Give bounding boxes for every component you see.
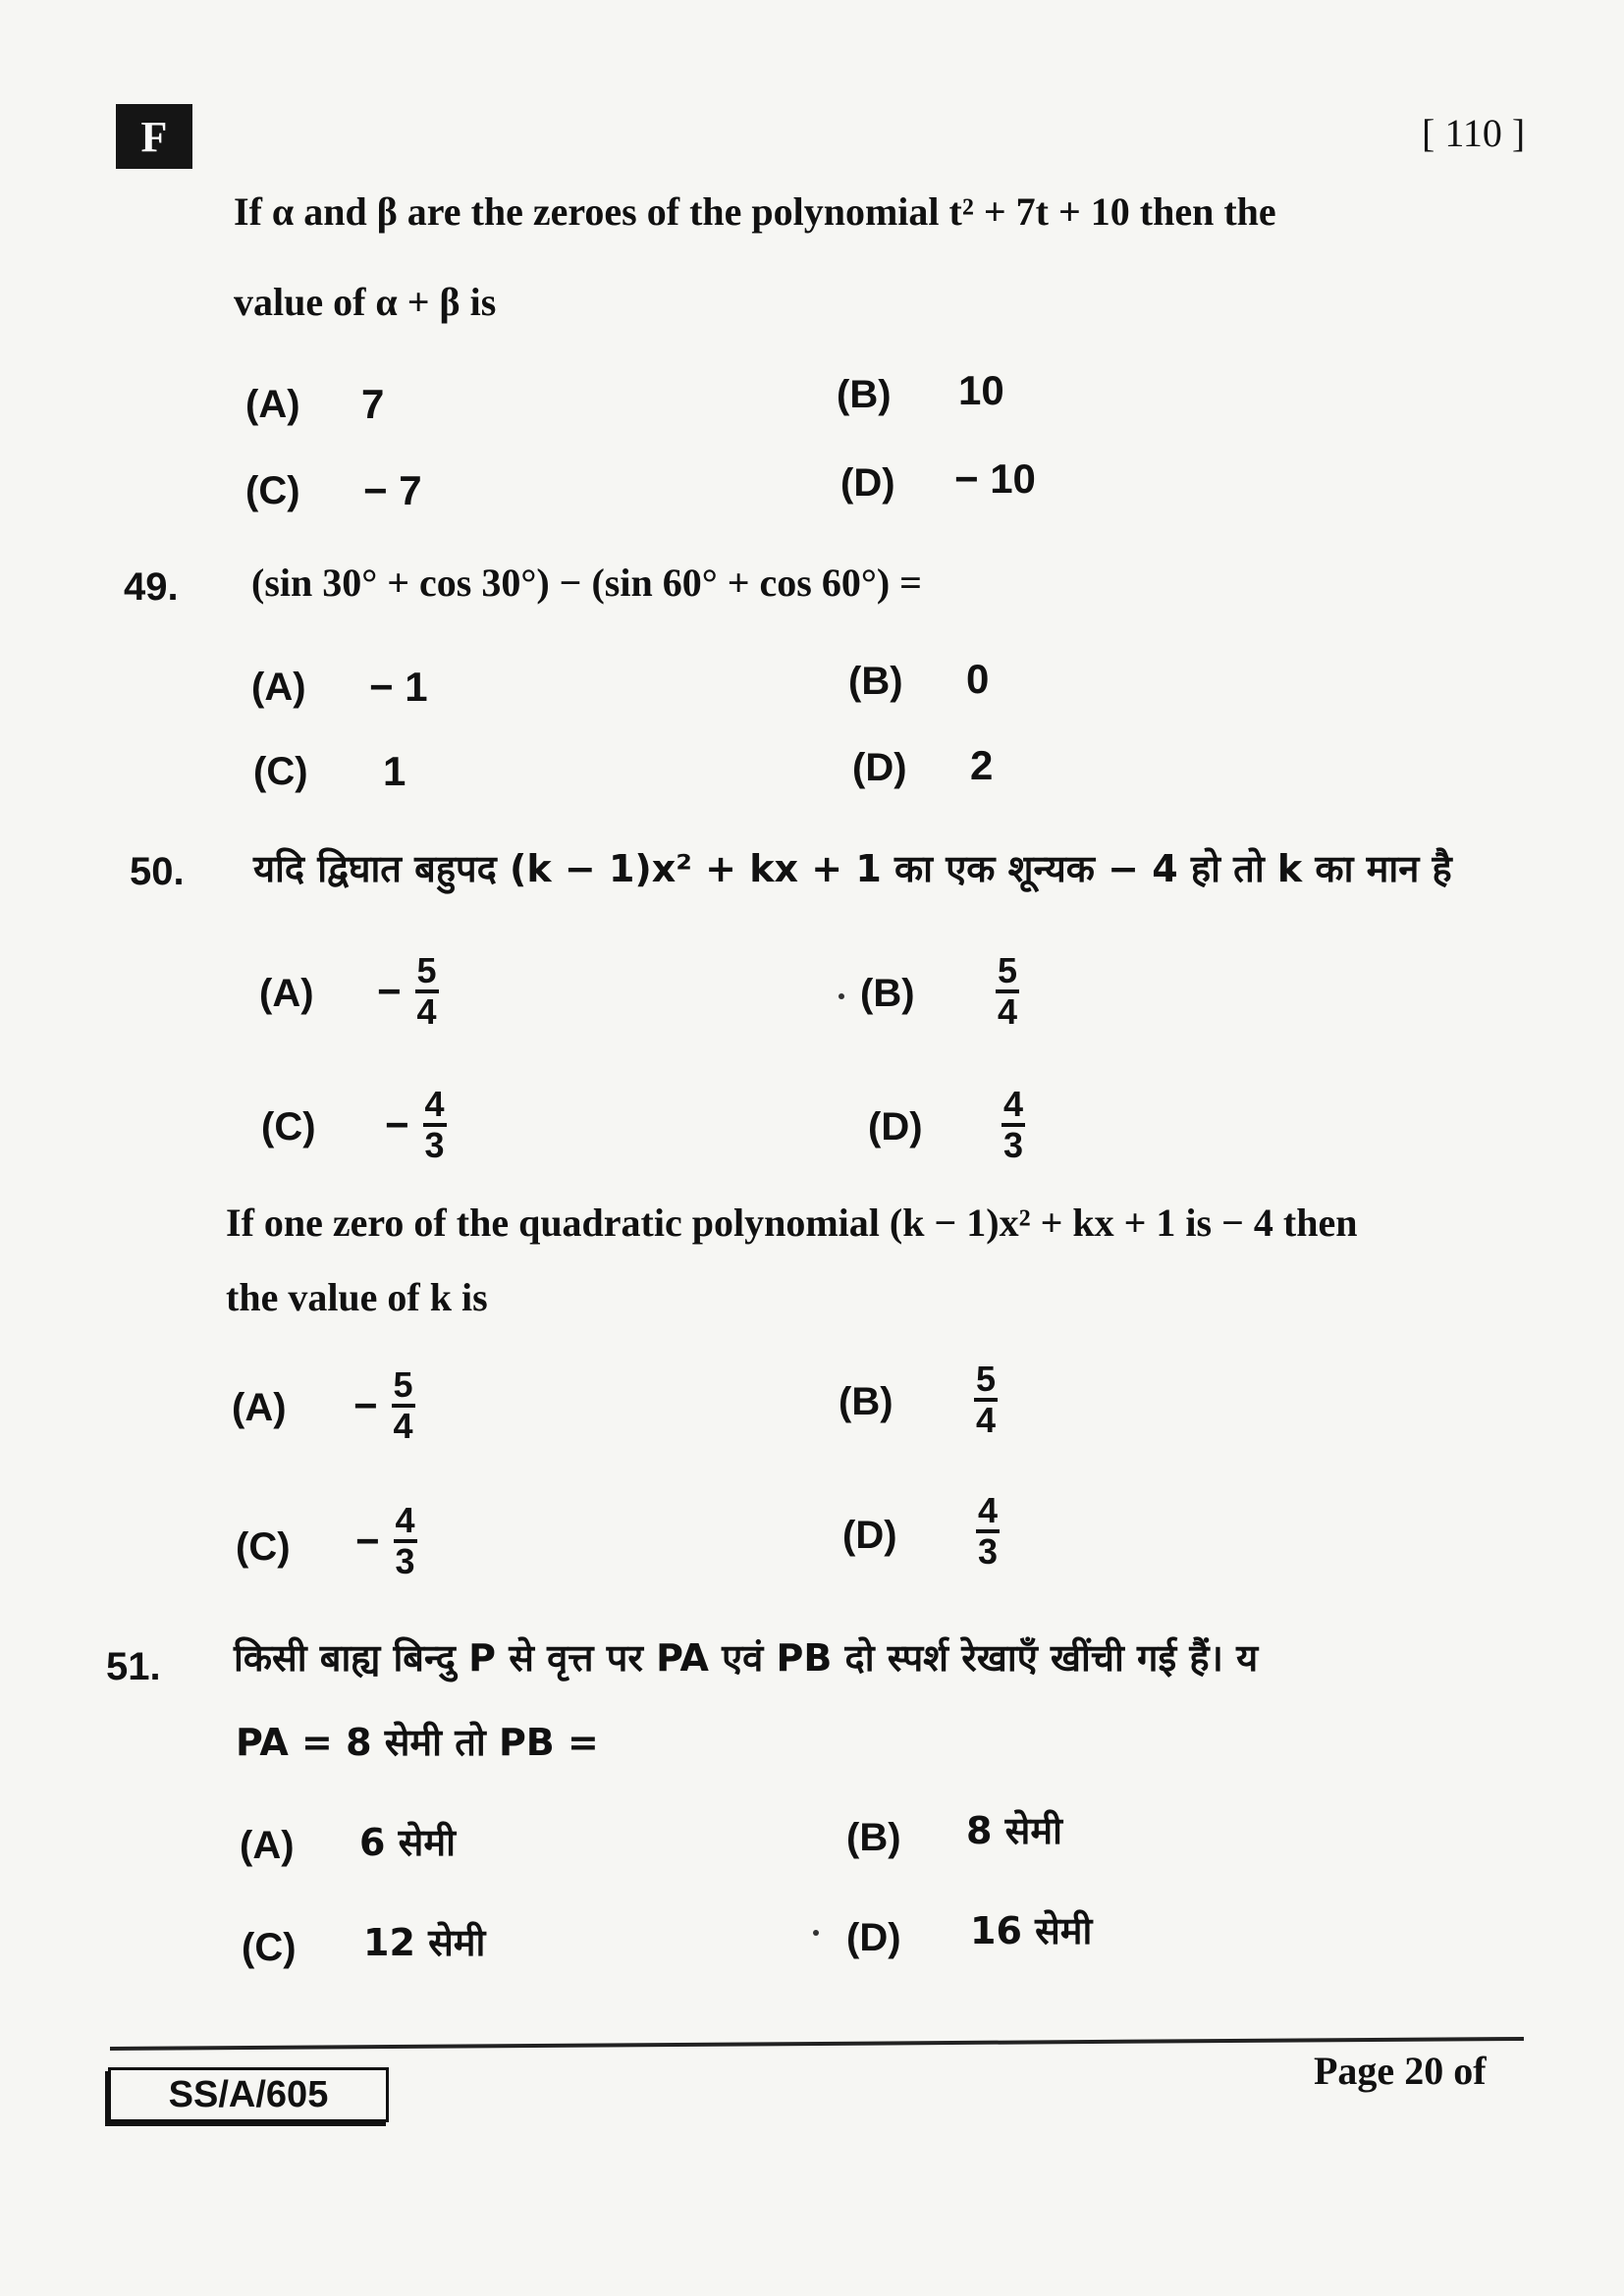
q50-english-option-c [355,1502,417,1580]
denominator: 3 [978,1530,999,1572]
q48-label-d: (D) [840,461,895,505]
q51-line1: किसी बाह्य बिन्दु P से वृत्त पर PA एवं PB दो स्पर्श रेखाएँ खींची गई हैं। य [234,1636,1259,1680]
q48-option-c: − 7 [363,467,422,513]
q51-label-d: (D) [846,1916,901,1959]
q50-hindi-label-d: (D) [868,1105,923,1148]
q49-label-a: (A) [251,666,306,709]
denominator: 3 [424,1124,445,1165]
q51-label-c: (C) [242,1926,297,1969]
q49-label-c: (C) [253,750,308,793]
footer-rule [110,2037,1524,2051]
q51-option-b: 8 सेमी [966,1809,1062,1852]
sign: − [377,967,402,1014]
q49-option-b: 0 [966,656,990,702]
q48-option-d: − 10 [954,455,1036,502]
q48-line2: value of α + β is [234,280,497,324]
numerator: 5 [415,952,439,993]
q48-line1: If α and β are the zeroes of the polynomial t² + 7t + 10 then the [234,189,1276,234]
q51-label-a: (A) [240,1824,295,1867]
q50-hindi-option-b [982,952,1019,1031]
q50-english-label-d: (D) [842,1514,897,1557]
sign: − [385,1100,409,1148]
pen-dot [839,993,844,999]
denominator: 4 [393,1405,413,1446]
q51-number: 51. [106,1645,161,1688]
q48-label-a: (A) [245,383,300,426]
pen-dot [813,1930,819,1936]
numerator: 4 [976,1492,1000,1533]
q50-hindi-label-c: (C) [261,1105,316,1148]
q50-english-line1: If one zero of the quadratic polynomial (k − 1)x² + kx + 1 is − 4 then [226,1201,1358,1245]
q51-line2: PA = 8 सेमी तो PB = [236,1721,599,1764]
q48-option-a: 7 [361,381,385,427]
q50-number: 50. [130,850,185,893]
q49-option-d: 2 [970,742,994,788]
q49-number: 49. [124,565,179,609]
fraction [976,1492,1000,1571]
denominator: 3 [395,1540,415,1581]
numerator: 5 [996,952,1019,993]
q50-hindi-option-d [988,1086,1025,1164]
q49-label-b: (B) [848,660,903,703]
q48-label-b: (B) [837,373,892,416]
q50-hindi-text: यदि द्विघात बहुपद (k − 1)x² + kx + 1 का एक शून्यक − 4 हो तो k का मान है [253,847,1452,890]
q51-label-b: (B) [846,1816,901,1859]
fraction [996,952,1019,1031]
q51-option-d: 16 सेमी [970,1909,1093,1952]
denominator: 4 [998,990,1018,1032]
numerator: 5 [974,1361,998,1402]
q51-option-a: 6 सेमी [359,1821,456,1864]
q50-hindi-label-a: (A) [259,972,314,1015]
q50-english-label-a: (A) [232,1386,287,1429]
page-code: [ 110 ] [1422,111,1526,155]
q50-english-label-b: (B) [839,1380,893,1423]
fraction [392,1366,415,1445]
denominator: 3 [1003,1124,1024,1165]
q50-hindi-option-c [385,1086,447,1164]
set-badge: F [116,104,192,169]
q50-english-option-b [960,1361,998,1439]
numerator: 4 [1001,1086,1025,1127]
q51-option-c: 12 सेमी [363,1921,486,1964]
q50-hindi-option-a [377,952,439,1031]
numerator: 5 [392,1366,415,1408]
page-number: Page 20 of [1314,2049,1487,2093]
denominator: 4 [976,1399,997,1440]
q50-english-option-d [962,1492,1000,1571]
paper-code: SS/A/605 [108,2067,389,2122]
q49-label-d: (D) [852,746,907,789]
numerator: 4 [423,1086,447,1127]
q50-english-option-a [353,1366,415,1445]
sign: − [355,1517,380,1564]
numerator: 4 [394,1502,417,1543]
fraction [394,1502,417,1580]
fraction [423,1086,447,1164]
q48-option-b: 10 [958,367,1004,413]
q48-label-c: (C) [245,469,300,512]
q49-text: (sin 30° + cos 30°) − (sin 60° + cos 60°) = [251,561,922,605]
fraction [415,952,439,1031]
q50-hindi-label-b: (B) [860,972,915,1015]
q50-english-label-c: (C) [236,1525,291,1569]
denominator: 4 [416,990,437,1032]
fraction [974,1361,998,1439]
q49-option-c: 1 [383,748,406,794]
q49-option-a: − 1 [369,664,428,710]
sign: − [353,1381,378,1428]
q50-english-line2: the value of k is [226,1275,488,1319]
fraction [1001,1086,1025,1164]
